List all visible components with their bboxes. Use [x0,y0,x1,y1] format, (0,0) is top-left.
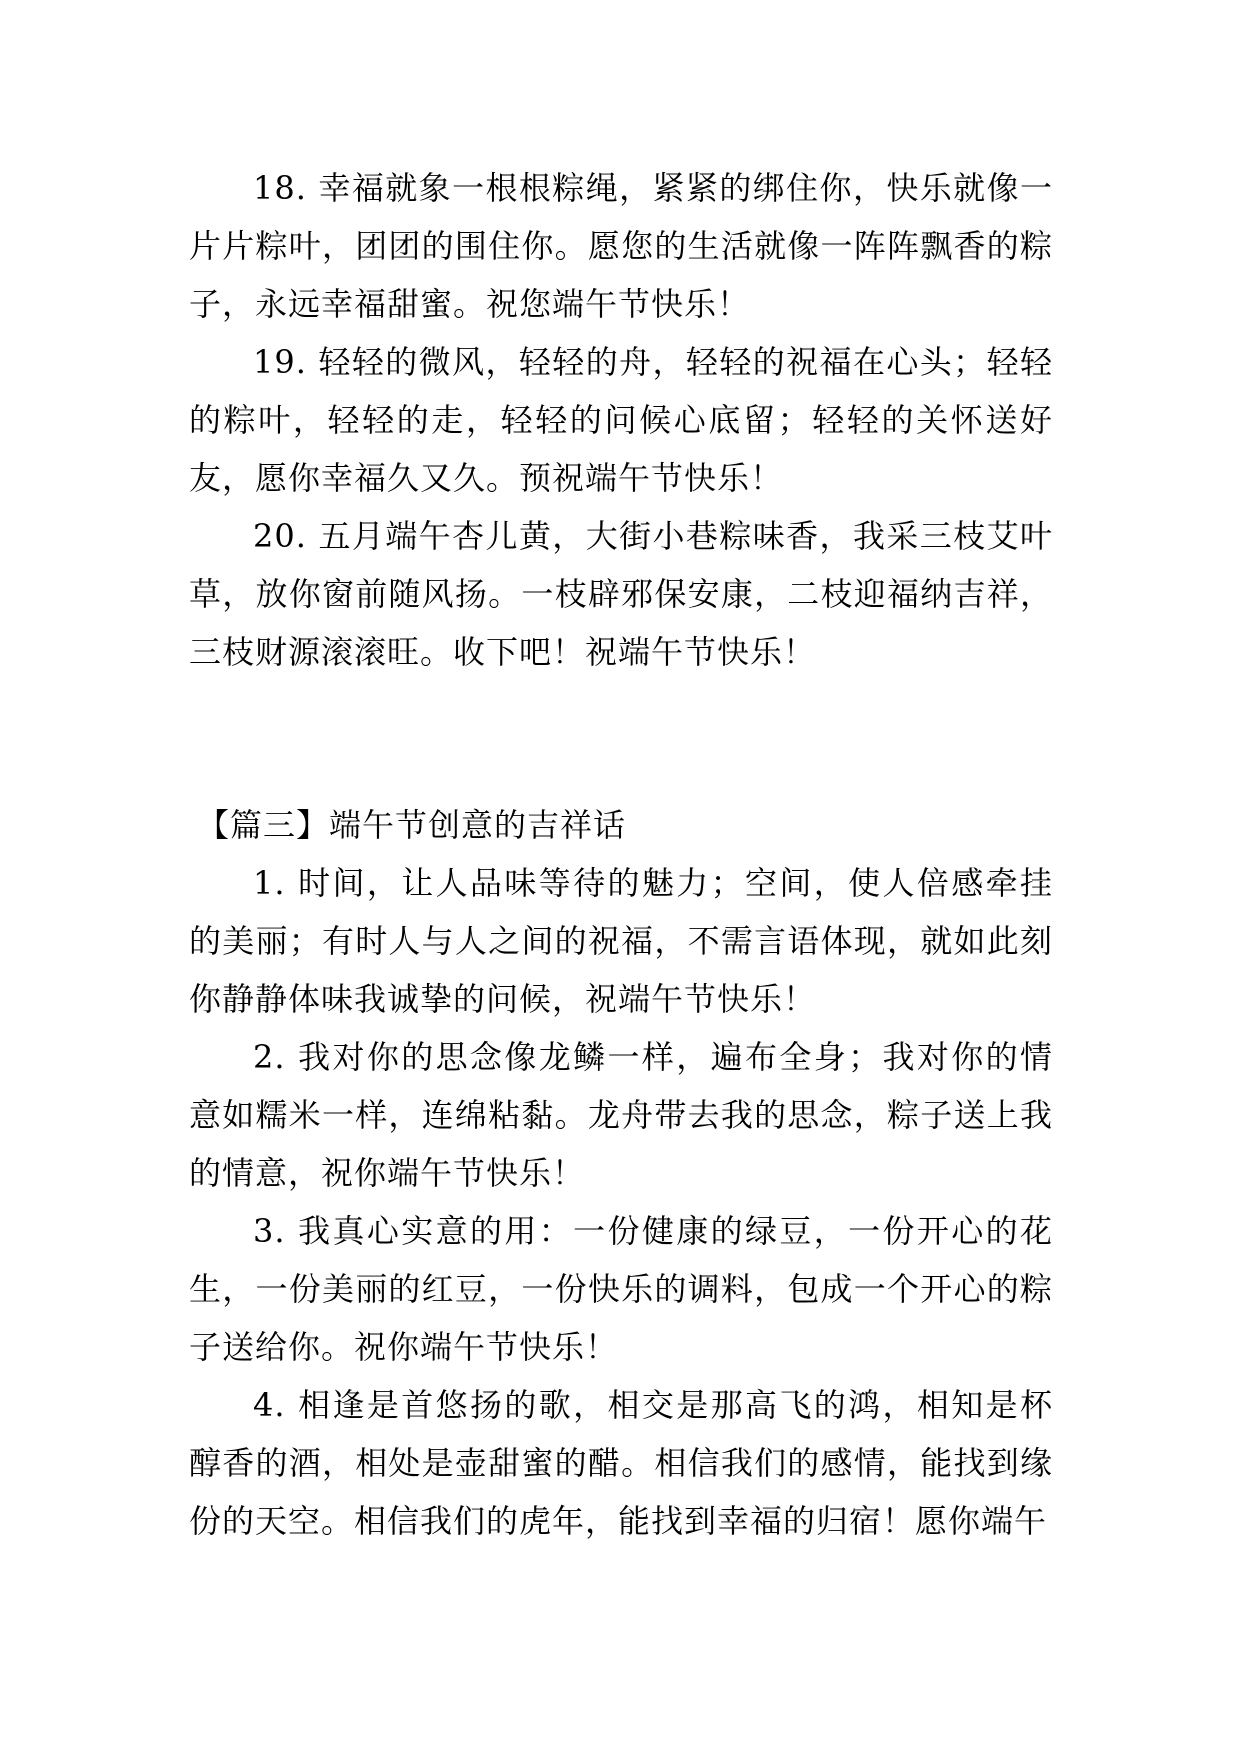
greeting-item-2: 2. 我对你的思念像龙鳞一样，遍布全身；我对你的情意如糯米一样，连绵粘黏。龙舟带去我的思念，粽子送上我的情意，祝你端午节快乐！ [189,1038,1053,1192]
section-three-heading: 【篇三】端午节创意的吉祥话 [197,806,627,844]
greetings-section-two-tail [189,159,1053,681]
greetings-section-three [189,796,1053,1550]
greeting-item-19: 19. 轻轻的微风，轻轻的舟，轻轻的祝福在心头；轻轻的粽叶，轻轻的走，轻轻的问候心底留；轻轻的关怀送好友，愿你幸福久又久。预祝端午节快乐！ [189,343,1053,497]
greeting-item-18: 18. 幸福就象一根根粽绳，紧紧的绑住你，快乐就像一片片粽叶，团团的围住你。愿您的生活就像一阵阵飘香的粽子，永远幸福甜蜜。祝您端午节快乐！ [189,169,1053,323]
greeting-item-4: 4. 相逢是首悠扬的歌，相交是那高飞的鸿，相知是杯醇香的酒，相处是壶甜蜜的醋。相信我们的感情，能找到缘份的天空。相信我们的虎年，能找到幸福的归宿！愿你端午 [189,1386,1053,1540]
greeting-item-3: 3. 我真心实意的用：一份健康的绿豆，一份开心的花生，一份美丽的红豆，一份快乐的调料，包成一个开心的粽子送给你。祝你端午节快乐！ [189,1212,1053,1366]
greeting-item-1: 1. 时间，让人品味等待的魅力；空间，使人倍感牵挂的美丽；有时人与人之间的祝福，不需言语体现，就如此刻你静静体味我诚挚的问候，祝端午节快乐！ [189,864,1053,1018]
greeting-item-20: 20. 五月端午杏儿黄，大街小巷粽味香，我采三枝艾叶草，放你窗前随风扬。一枝辟邪保安康，二枝迎福纳吉祥，三枝财源滚滚旺。收下吧！祝端午节快乐！ [189,517,1053,671]
